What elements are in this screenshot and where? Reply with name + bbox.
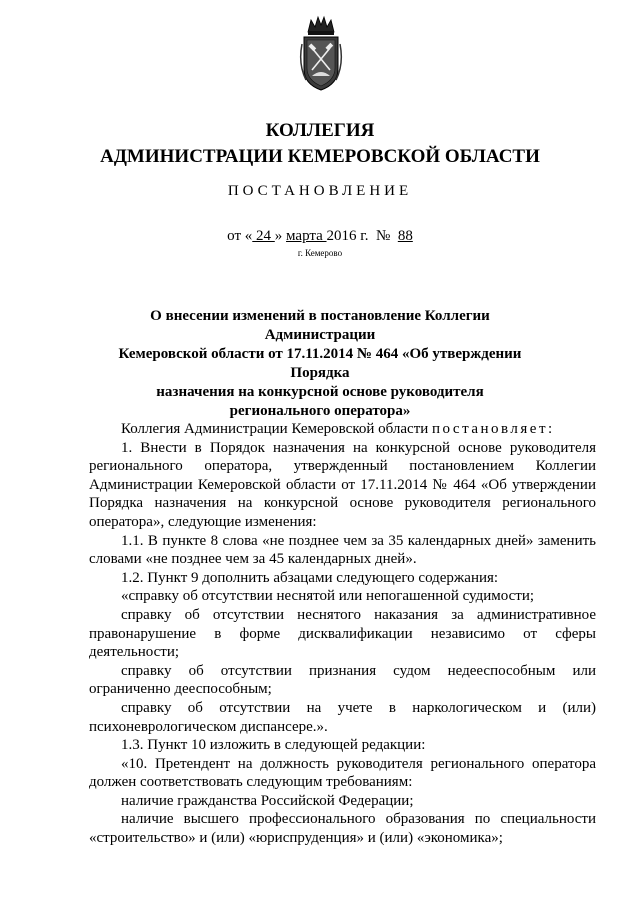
date-prefix: от « — [227, 228, 253, 244]
date-mid: » — [274, 228, 287, 244]
intro-text: Коллегия Администрации Кемеровской области — [121, 421, 433, 437]
document-body — [89, 420, 596, 848]
title-line2: Кемеровской области от 17.11.2014 № 464 «Об утверждении Порядка — [118, 346, 522, 381]
title-line4: регионального оператора» — [229, 403, 411, 419]
org-title-line1: КОЛЛЕГИЯ — [265, 120, 375, 141]
city-label: г. Кемерово — [297, 248, 343, 258]
paragraph: справку об отсутствии признания судом недееспособным или ограниченно дееспособным; — [89, 662, 596, 698]
intro-resolve-word: постановляет: — [432, 421, 555, 437]
date-year: 2016 г. — [326, 228, 369, 244]
title-line3: назначения на конкурсной основе руководителя — [156, 384, 484, 400]
org-title-line2: АДМИНИСТРАЦИИ КЕМЕРОВСКОЙ ОБЛАСТИ — [100, 146, 540, 167]
date-month: марта — [286, 228, 327, 244]
paragraph: 1. Внести в Порядок назначения на конкурсной основе руководителя регионального оператора, утвержденный постановлением Коллегии Администрации Кемеровской области от 17.11.2014 № 464 «Об утверждении Порядка назначения на конкурсной основе руководителя регионального оператора», следующие изменения: — [89, 439, 596, 530]
date-number-line — [0, 228, 640, 245]
paragraph: 1.3. Пункт 10 изложить в следующей редакции: — [121, 737, 426, 754]
paragraph: «10. Претендент на должность руководителя регионального оператора должен соответствовать следующим требованиям: — [89, 755, 596, 791]
intro-paragraph — [89, 420, 596, 439]
number-label: № — [376, 228, 391, 244]
paragraph: справку об отсутствии на учете в наркологическом и (или) психоневрологическом диспансере.». — [89, 699, 596, 735]
paragraph: наличие гражданства Российской Федерации; — [121, 792, 414, 809]
paragraph: 1.1. В пункте 8 слова «не позднее чем за 35 календарных дней» заменить словами «не позднее чем за 45 календарных дней». — [89, 532, 596, 568]
paragraph: «справку об отсутствии неснятой или непогашенной судимости; — [121, 588, 535, 605]
coat-of-arms-emblem — [298, 14, 344, 94]
document-type: ПОСТАНОВЛЕНИЕ — [227, 183, 413, 199]
paragraph: справку об отсутствии неснятого наказания за административное правонарушение в форме дисквалификации независимо от сферы деятельности; — [89, 606, 596, 661]
paragraph: 1.2. Пункт 9 дополнить абзацами следующего содержания: — [121, 569, 499, 586]
title-line1: О внесении изменений в постановление Коллегии Администрации — [150, 308, 490, 343]
date-day: 24 — [252, 228, 275, 244]
document-title — [100, 307, 540, 421]
paragraph: наличие высшего профессионального образования по специальности «строительство» и (или) «юриспруденция» и (или) «экономика»; — [89, 811, 596, 847]
document-number: 88 — [397, 228, 413, 244]
